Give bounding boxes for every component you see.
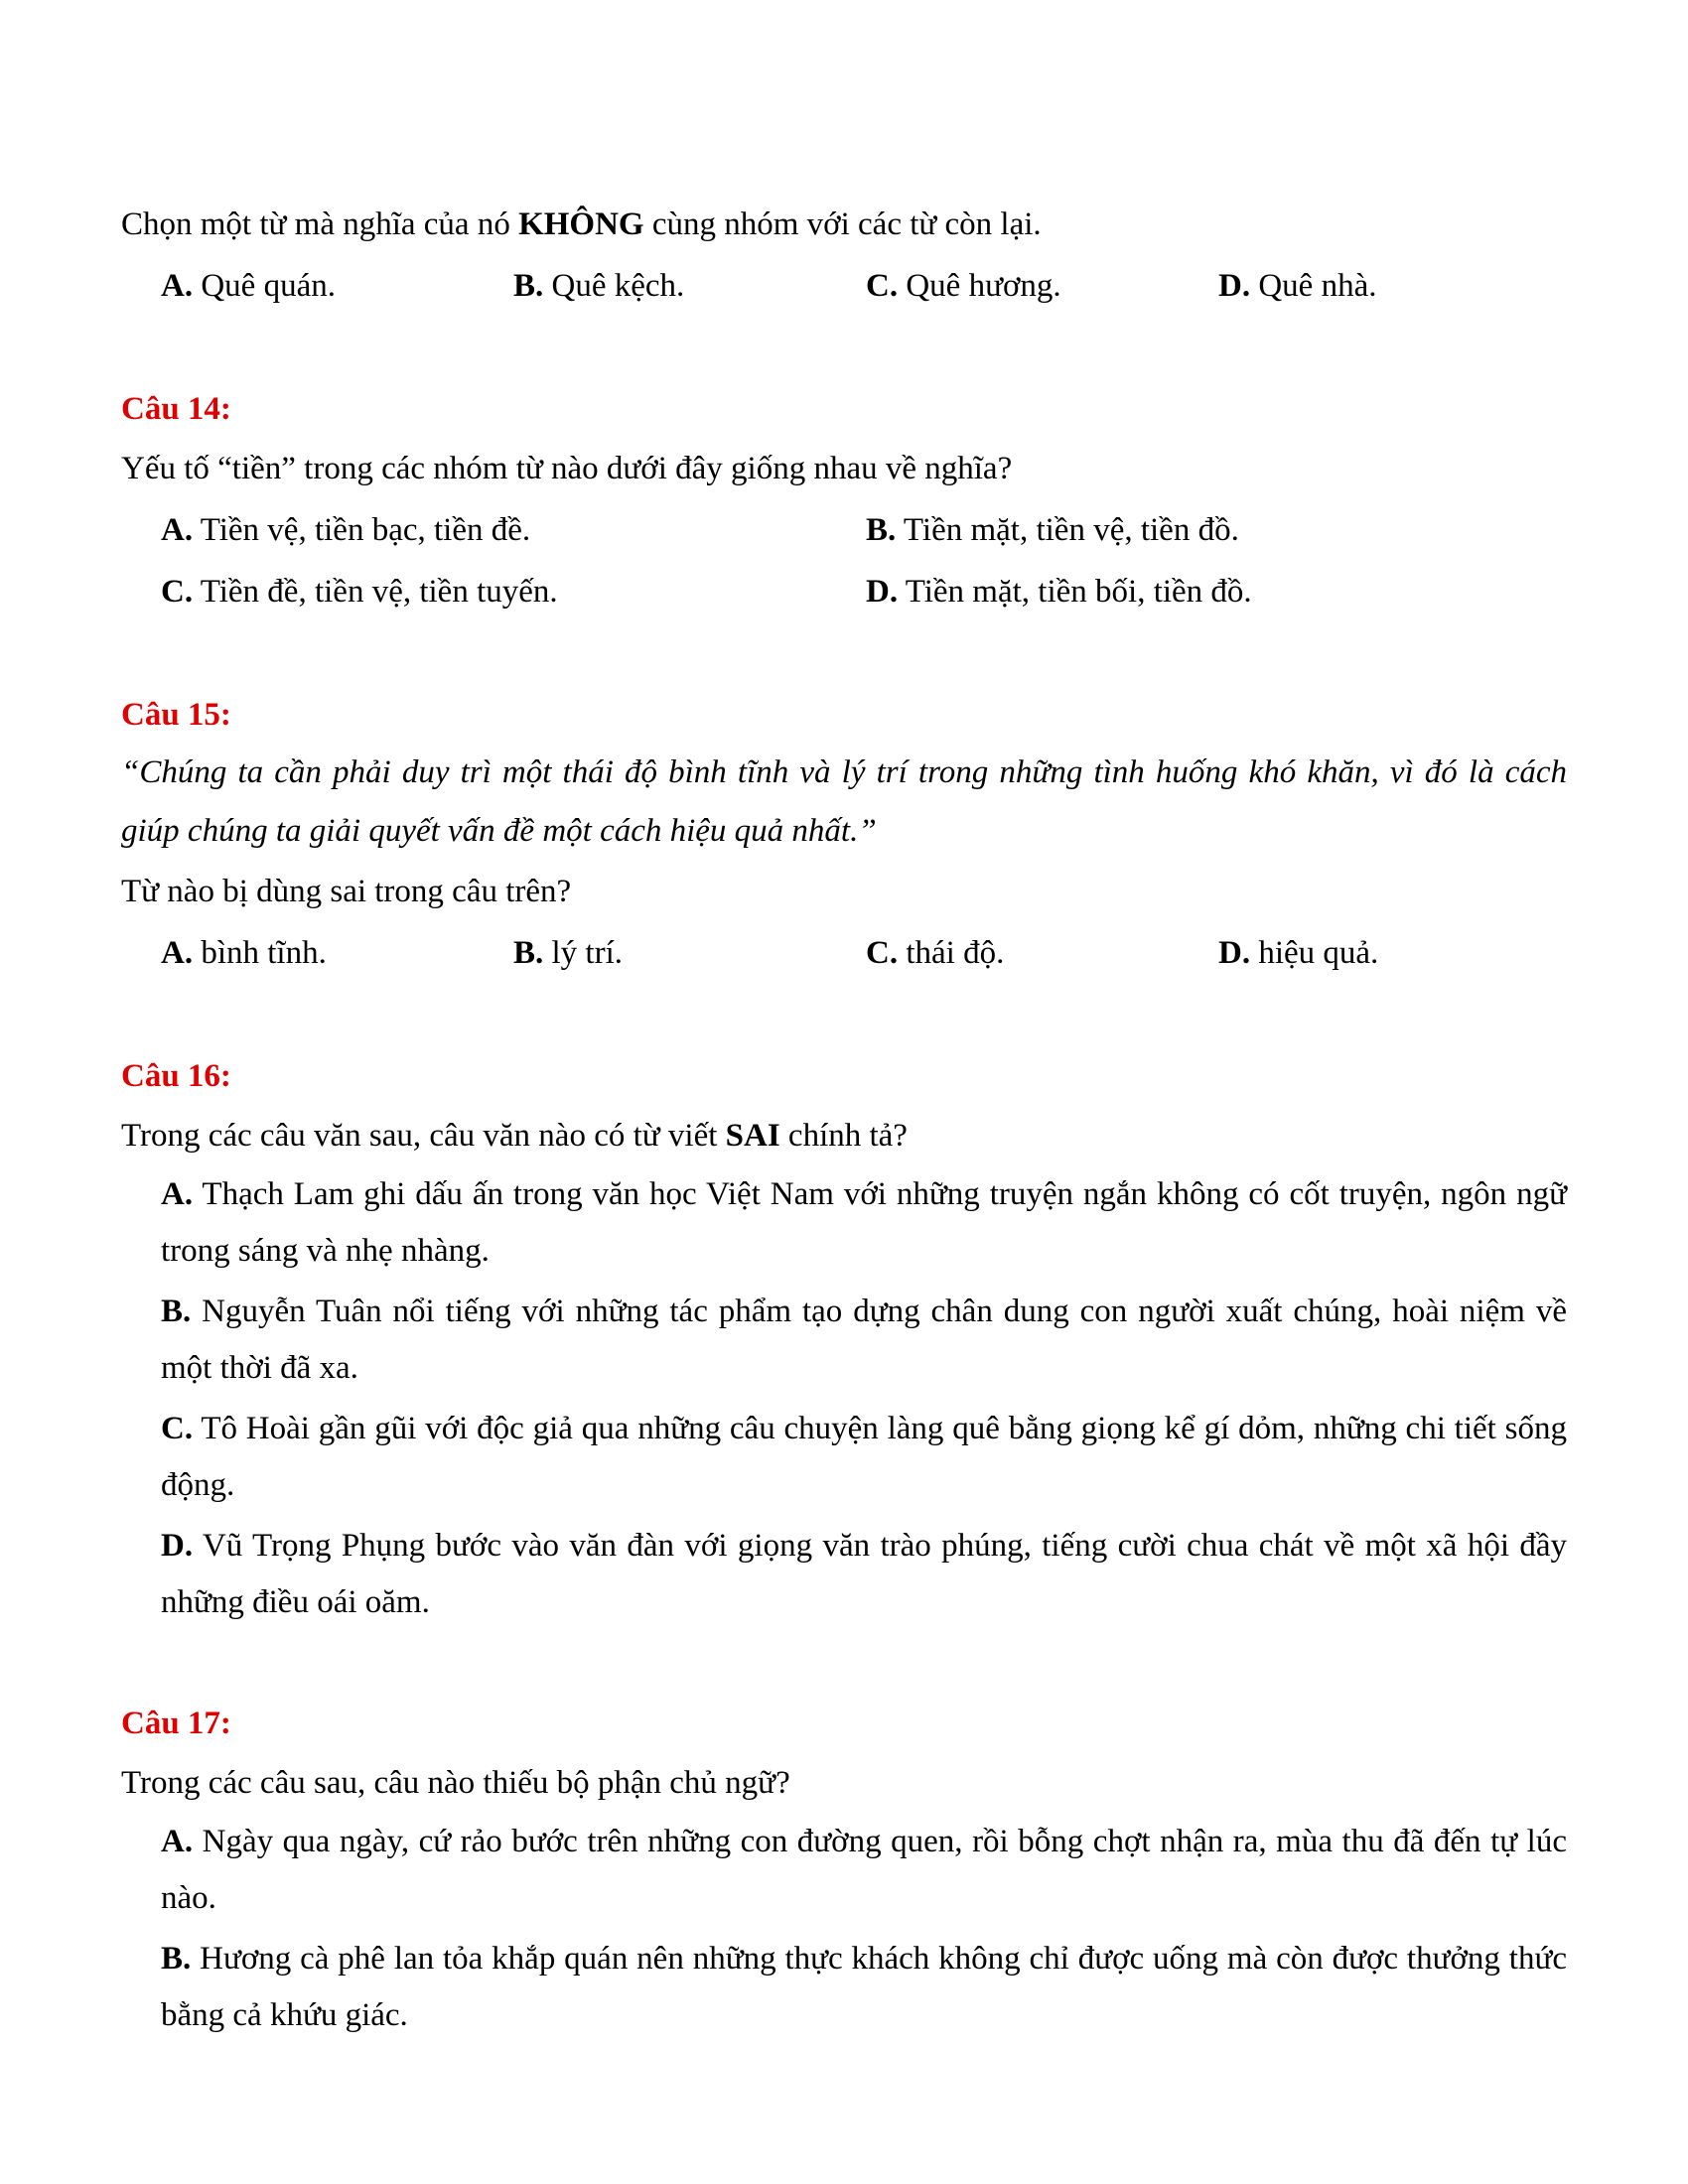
option-b: B. Quê kệch. [513, 268, 685, 304]
question-14-prompt: Yếu tố “tiền” trong các nhóm từ nào dưới đây giống nhau về nghĩa? [121, 451, 1013, 486]
option-a: A. Ngày qua ngày, cứ rảo bước trên những con đường quen, rồi bỗng chợt nhận ra, mùa thu đã đến tự lúc nào. [161, 1824, 1567, 1916]
question-16-title: Câu 16: [121, 1058, 231, 1094]
question-14-options [121, 499, 1567, 622]
question-15-title: Câu 15: [121, 697, 231, 733]
question-14 [121, 380, 1567, 622]
option-d: D. Tiền mặt, tiền bối, tiền đồ. [866, 574, 1252, 610]
option-a: A. Quê quán. [161, 268, 336, 304]
question-17 [121, 1695, 1567, 2044]
question-15 [121, 686, 1567, 984]
document-page [121, 194, 1567, 2108]
question-16-prompt: Trong các câu văn sau, câu văn nào có từ viết SAI chính tả? [121, 1118, 908, 1154]
question-13 [121, 194, 1567, 317]
option-a: A. bình tĩnh. [161, 935, 327, 971]
option-a: A. Tiền vệ, tiền bạc, tiền đề. [161, 512, 531, 548]
question-15-quote: “Chúng ta cần phải duy trì một thái độ bình tĩnh và lý trí trong những tình huống khó khăn, vì đó là cách giúp chúng ta giải quyết vấn đề một cách hiệu quả nhất.” [121, 754, 1567, 849]
option-b: B. Nguyễn Tuân nổi tiếng với những tác phẩm tạo dựng chân dung con người xuất chúng, hoài niệm về một thời đã xa. [161, 1294, 1567, 1386]
option-b: B. lý trí. [513, 935, 624, 971]
option-c: C. thái độ. [866, 935, 1005, 971]
option-d: D. Quê nhà. [1218, 268, 1377, 304]
option-d: D. hiệu quả. [1218, 935, 1379, 971]
option-c: C. Tô Hoài gần gũi với độc giả qua những câu chuyện làng quê bằng giọng kể gí dỏm, những chi tiết sống động. [161, 1411, 1567, 1503]
option-b: B. Tiền mặt, tiền vệ, tiền đồ. [866, 512, 1239, 548]
option-a: A. Thạch Lam ghi dấu ấn trong văn học Việt Nam với những truyện ngắn không có cốt truyện, ngôn ngữ trong sáng và nhẹ nhàng. [161, 1176, 1567, 1269]
question-17-prompt: Trong các câu sau, câu nào thiếu bộ phận chủ ngữ? [121, 1765, 790, 1801]
question-13-options [121, 255, 1567, 317]
question-13-prompt: Chọn một từ mà nghĩa của nó KHÔNG cùng nhóm với các từ còn lại. [121, 206, 1042, 242]
option-c: C. Tiền đề, tiền vệ, tiền tuyến. [161, 574, 558, 610]
question-17-title: Câu 17: [121, 1706, 231, 1741]
question-14-title: Câu 14: [121, 391, 231, 427]
option-d: D. Vũ Trọng Phụng bước vào văn đàn với giọng văn trào phúng, tiếng cười chua chát về một xã hội đầy những điều oái oăm. [161, 1528, 1567, 1620]
question-15-options [121, 922, 1567, 984]
option-b: B. Hương cà phê lan tỏa khắp quán nên những thực khách không chỉ được uống mà còn được thưởng thức bằng cả khứu giác. [161, 1941, 1567, 2033]
option-c: C. Quê hương. [866, 268, 1061, 304]
question-15-prompt: Từ nào bị dùng sai trong câu trên? [121, 874, 572, 909]
question-16 [121, 1047, 1567, 1631]
